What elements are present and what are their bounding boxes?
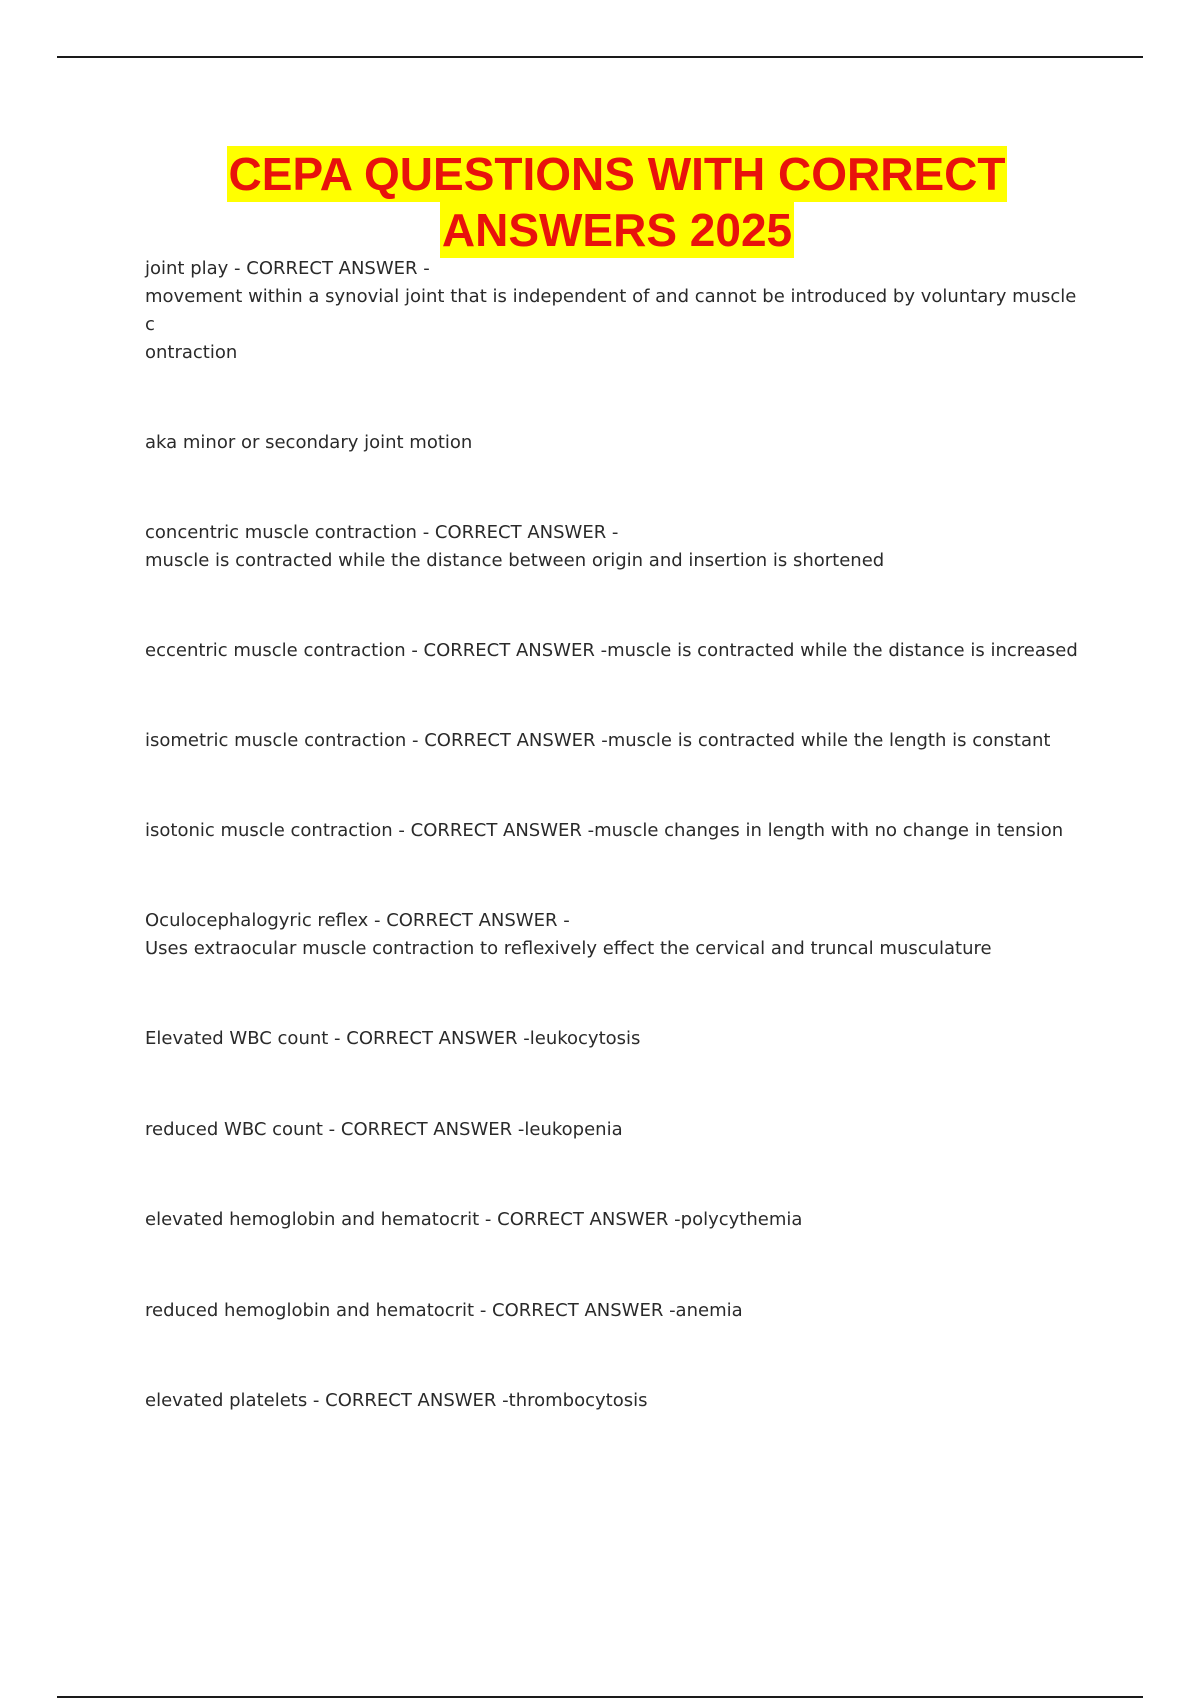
entry-term: concentric muscle contraction - CORRECT ANSWER - [145,522,619,543]
entry-answer-cont: ontraction [145,342,238,363]
footer-rule [57,1696,1143,1698]
qa-entry-joint-play [145,255,1085,367]
qa-list [145,255,1085,1415]
entry-answer: movement within a synovial joint that is independent of and cannot be introduced by voluntary muscle c [145,286,1083,335]
entry-term: joint play - CORRECT ANSWER - [145,258,430,279]
entry-text: isometric muscle contraction - CORRECT ANSWER -muscle is contracted while the length is constant [145,730,1051,751]
header-rule [57,56,1143,58]
entry-answer: muscle is contracted while the distance between origin and insertion is shortened [145,550,885,571]
qa-entry-concentric [145,519,1085,575]
qa-entry-reduced-hemoglobin [145,1297,1085,1325]
entry-term: Oculocephalogyric reflex - CORRECT ANSWER - [145,910,570,931]
document-title [0,146,1200,258]
entry-text: elevated hemoglobin and hematocrit - CORRECT ANSWER -polycythemia [145,1209,803,1230]
title-line-1: CEPA QUESTIONS WITH CORRECT [228,148,1006,200]
qa-entry-isometric [145,727,1085,755]
entry-text: Elevated WBC count - CORRECT ANSWER -leukocytosis [145,1028,641,1049]
entry-text: isotonic muscle contraction - CORRECT ANSWER -muscle changes in length with no change in tension [145,820,1064,841]
title-line-2: ANSWERS 2025 [441,204,793,256]
qa-entry-isotonic [145,817,1085,845]
qa-entry-eccentric [145,637,1085,665]
entry-text: reduced hemoglobin and hematocrit - CORRECT ANSWER -anemia [145,1300,743,1321]
qa-entry-elevated-platelets [145,1387,1085,1415]
entry-text: aka minor or secondary joint motion [145,432,473,453]
qa-entry-elevated-wbc [145,1025,1085,1053]
qa-entry-oculocephalogyric [145,907,1085,963]
qa-entry-aka [145,429,1085,457]
qa-entry-elevated-hemoglobin [145,1206,1085,1234]
entry-text: eccentric muscle contraction - CORRECT ANSWER -muscle is contracted while the distance is increased [145,640,1078,661]
entry-answer: Uses extraocular muscle contraction to reflexively effect the cervical and truncal musculature [145,938,992,959]
entry-text: reduced WBC count - CORRECT ANSWER -leukopenia [145,1119,623,1140]
qa-entry-reduced-wbc [145,1116,1085,1144]
entry-text: elevated platelets - CORRECT ANSWER -thrombocytosis [145,1390,648,1411]
